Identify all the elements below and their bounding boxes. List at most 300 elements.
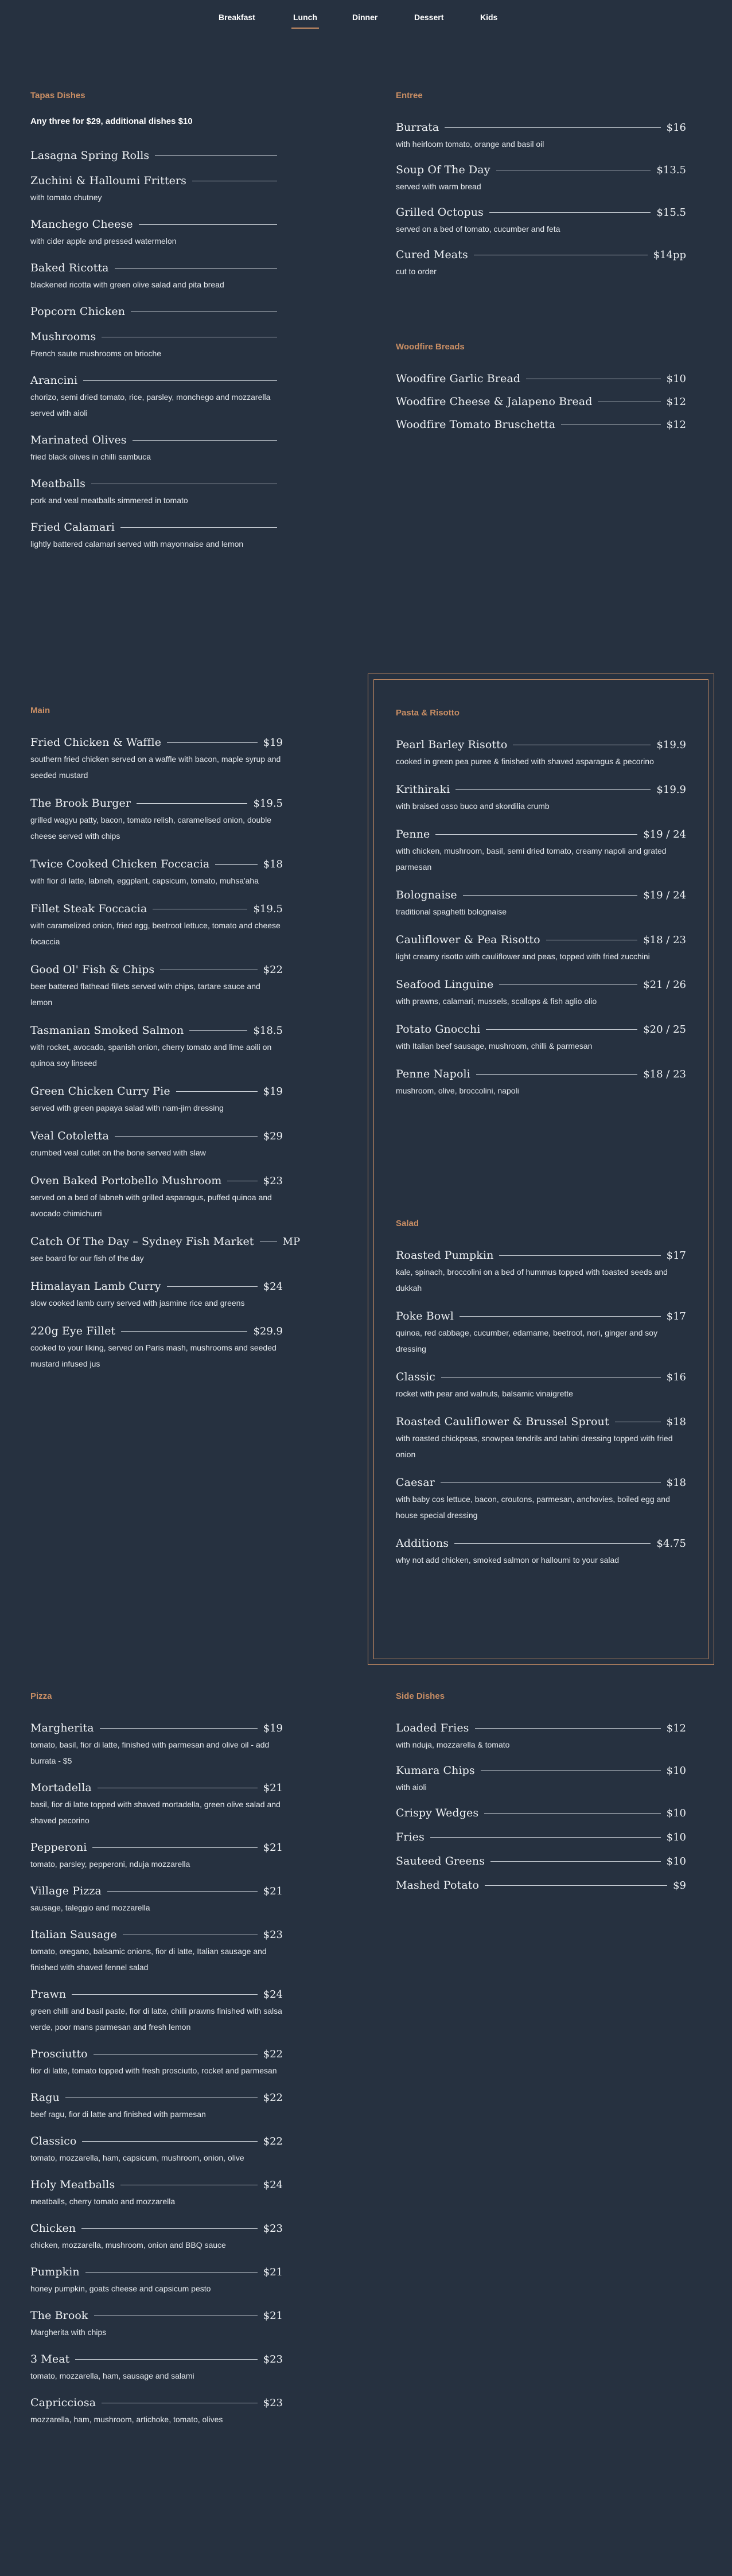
- item-price: $17: [666, 1250, 686, 1262]
- menu-item-row: [30, 902, 283, 915]
- menu-item: [30, 2091, 283, 2122]
- menu-item: [396, 1415, 686, 1462]
- item-name: Seafood Linguine: [396, 978, 494, 991]
- item-description: with roasted chickpeas, snowpea tendrils and tahini dressing topped with fried onion: [396, 1434, 673, 1459]
- menu-item-row: [396, 1807, 686, 1819]
- menu-item: [30, 149, 283, 162]
- item-description: chorizo, semi dried tomato, rice, parsley, monchego and mozzarella served with aioli: [30, 392, 271, 418]
- item-description: with aioli: [396, 1783, 427, 1792]
- item-description: tomato, parsley, pepperoni, nduja mozzarella: [30, 1859, 190, 1869]
- item-name: Sauteed Greens: [396, 1855, 485, 1867]
- menu-item: [396, 418, 686, 431]
- leader-line: [75, 2359, 257, 2360]
- section-title: Salad: [396, 1219, 419, 1228]
- item-description: basil, fior di latte topped with shaved mortadella, green olive salad and shaved pecorino: [30, 1800, 281, 1825]
- menu-item: [396, 1371, 686, 1402]
- item-name: Pumpkin: [30, 2266, 80, 2278]
- menu-item-row: [30, 2222, 283, 2235]
- item-price: $12: [666, 396, 686, 408]
- menu-item-row: [396, 1476, 686, 1489]
- menu-item-row: [30, 305, 283, 318]
- tab-dessert[interactable]: Dessert: [414, 13, 444, 22]
- menu-item: [396, 738, 686, 769]
- leader-line: [476, 1074, 637, 1075]
- item-name: Bolognaise: [396, 889, 457, 901]
- menu-item-row: [396, 121, 686, 134]
- item-name: Kumara Chips: [396, 1764, 475, 1777]
- menu-item: [396, 1807, 686, 1819]
- menu-item: [30, 902, 283, 950]
- item-name: Prawn: [30, 1988, 67, 2001]
- menu-item-row: [396, 1831, 686, 1843]
- item-name: Crispy Wedges: [396, 1807, 479, 1819]
- menu-item: [30, 858, 283, 889]
- leader-line: [72, 1994, 257, 1995]
- menu-item: [30, 218, 283, 249]
- menu-item-row: [396, 1415, 686, 1428]
- item-description: with baby cos lettuce, bacon, croutons, parmesan, anchovies, boiled egg and house special dressing: [396, 1495, 670, 1520]
- item-description: honey pumpkin, goats cheese and capsicum pesto: [30, 2284, 211, 2293]
- item-price: $16: [666, 1371, 686, 1383]
- menu-item-row: [30, 2178, 283, 2191]
- item-price: $22: [263, 2092, 283, 2104]
- menu-item: [396, 395, 686, 408]
- item-price: $10: [666, 1855, 686, 1867]
- leader-line: [481, 1770, 661, 1771]
- item-price: $17: [666, 1310, 686, 1322]
- menu-item: [396, 164, 686, 194]
- menu-item-row: [30, 1085, 283, 1098]
- menu-item: [30, 1174, 283, 1221]
- menu-item: [30, 2135, 283, 2166]
- item-name: Fillet Steak Foccacia: [30, 902, 147, 915]
- item-name: Italian Sausage: [30, 1928, 117, 1941]
- menu-item-row: [30, 1988, 283, 2001]
- item-name: Twice Cooked Chicken Foccacia: [30, 858, 210, 870]
- item-description: tomato, mozzarella, ham, capsicum, mushroom, onion, olive: [30, 2153, 244, 2162]
- tab-kids[interactable]: Kids: [480, 13, 498, 22]
- item-name: Caesar: [396, 1476, 435, 1489]
- item-name: Penne: [396, 828, 430, 840]
- item-description: with caramelized onion, fried egg, beetroot lettuce, tomato and cheese focaccia: [30, 921, 281, 946]
- item-price: $23: [263, 1929, 283, 1941]
- menu-item: [30, 477, 283, 508]
- menu-item-row: [30, 2135, 283, 2147]
- item-price: $19: [263, 1085, 283, 1098]
- item-name: Additions: [396, 1537, 449, 1550]
- menu-item-row: [396, 1722, 686, 1734]
- item-description: with nduja, mozzarella & tomato: [396, 1740, 510, 1749]
- menu-item: [30, 736, 283, 783]
- menu-item-row: [30, 2048, 283, 2060]
- menu-item-row: [30, 1781, 283, 1794]
- item-price: $29.9: [253, 1325, 283, 1337]
- menu-item: [30, 2396, 283, 2427]
- item-description: tomato, oregano, balsamic onions, fior di latte, Italian sausage and finished with shaved fennel salad: [30, 1947, 267, 1972]
- item-description: with Italian beef sausage, mushroom, chilli & parmesan: [396, 1041, 593, 1050]
- menu-item-row: [396, 418, 686, 431]
- item-name: Green Chicken Curry Pie: [30, 1085, 170, 1098]
- item-name: Pepperoni: [30, 1841, 87, 1854]
- menu-item-row: [396, 206, 686, 219]
- menu-item-row: [30, 1841, 283, 1854]
- item-price: $21: [263, 1885, 283, 1897]
- section-main: [30, 706, 301, 1386]
- item-description: see board for our fish of the day: [30, 1254, 144, 1263]
- item-price: $18: [263, 858, 283, 870]
- menu-item-row: [396, 1249, 686, 1262]
- item-name: Fried Chicken & Waffle: [30, 736, 162, 749]
- menu-item: [30, 374, 283, 421]
- menu-item-row: [30, 477, 283, 490]
- leader-line: [485, 1885, 667, 1886]
- menu-item: [30, 1130, 283, 1161]
- item-name: Poke Bowl: [396, 1310, 454, 1322]
- item-description: served on a bed of tomato, cucumber and feta: [396, 224, 560, 234]
- item-description: with fior di latte, labneh, eggplant, capsicum, tomato, muhsa'aha: [30, 876, 259, 885]
- item-name: Baked Ricotta: [30, 262, 109, 274]
- item-description: blackened ricotta with green olive salad and pita bread: [30, 280, 224, 289]
- menu-item: [396, 889, 686, 920]
- item-name: Prosciutto: [30, 2048, 88, 2060]
- leader-line: [489, 212, 651, 213]
- leader-line: [155, 155, 277, 156]
- menu-item-row: [30, 797, 283, 810]
- item-name: Oven Baked Portobello Mushroom: [30, 1174, 222, 1187]
- menu-item: [30, 1988, 283, 2035]
- item-description: beef ragu, fior di latte and finished with parmesan: [30, 2110, 206, 2119]
- leader-line: [435, 834, 637, 835]
- leader-line: [120, 527, 277, 528]
- menu-item-row: [396, 164, 686, 176]
- section-title: Entree: [396, 91, 423, 100]
- menu-item-row: [396, 783, 686, 796]
- item-description: crumbed veal cutlet on the bone served with slaw: [30, 1148, 206, 1157]
- item-name: Woodfire Garlic Bread: [396, 372, 521, 385]
- leader-line: [139, 224, 277, 225]
- menu-item: [30, 2048, 283, 2079]
- item-description: with tomato chutney: [30, 193, 102, 202]
- section-pizza: [30, 1691, 283, 2440]
- menu-item: [30, 1280, 283, 1311]
- leader-line: [82, 2141, 257, 2142]
- menu-item: [396, 121, 686, 152]
- tab-breakfast[interactable]: Breakfast: [219, 13, 255, 22]
- menu-item: [30, 2353, 283, 2384]
- item-price: $24: [263, 2179, 283, 2191]
- item-name: Penne Napoli: [396, 1068, 470, 1080]
- item-description: with prawns, calamari, mussels, scallops & fish aglio olio: [396, 997, 597, 1006]
- item-price: $22: [263, 2048, 283, 2060]
- menu-item-row: [396, 889, 686, 901]
- item-price: MP: [282, 1236, 301, 1248]
- item-description: beer battered flathead fillets served with chips, tartare sauce and lemon: [30, 982, 260, 1007]
- item-name: Lasagna Spring Rolls: [30, 149, 150, 162]
- menu-item-row: [30, 1928, 283, 1941]
- leader-line: [121, 1331, 247, 1332]
- menu-item-row: [30, 174, 283, 187]
- menu-item-row: [396, 372, 686, 385]
- menu-item-row: [396, 828, 686, 840]
- section-entree: [396, 91, 686, 291]
- menu-item-row: [30, 521, 283, 534]
- item-price: $19.5: [253, 797, 283, 810]
- leader-line: [189, 1030, 247, 1031]
- item-description: tomato, basil, fior di latte, finished with parmesan and olive oil - add burrata - $5: [30, 1740, 270, 1765]
- menu-item: [30, 1085, 283, 1116]
- menu-item: [30, 2266, 283, 2297]
- leader-line: [486, 1029, 637, 1030]
- item-description: with chicken, mushroom, basil, semi dried tomato, creamy napoli and grated parmesan: [396, 846, 667, 871]
- item-description: served with warm bread: [396, 182, 481, 191]
- item-name: Tasmanian Smoked Salmon: [30, 1024, 184, 1037]
- menu-item-row: [30, 218, 283, 231]
- item-price: $10: [666, 373, 686, 385]
- menu-item-row: [30, 262, 283, 274]
- item-name: Village Pizza: [30, 1885, 102, 1897]
- item-name: Arancini: [30, 374, 78, 387]
- section-pasta-risotto: [396, 708, 686, 1112]
- item-price: $19 / 24: [643, 828, 686, 840]
- menu-item: [30, 1722, 283, 1769]
- item-description: southern fried chicken served on a waffle with bacon, maple syrup and seeded mustard: [30, 754, 281, 780]
- leader-line: [441, 1377, 661, 1378]
- item-name: 220g Eye Fillet: [30, 1325, 116, 1337]
- leader-line: [454, 1543, 651, 1544]
- item-price: $21: [263, 1842, 283, 1854]
- item-description: cooked to your liking, served on Paris mash, mushrooms and seeded mustard infused jus: [30, 1343, 277, 1368]
- item-price: $9: [673, 1880, 686, 1892]
- section-woodfire-breads: [396, 342, 686, 441]
- menu-item: [396, 1722, 686, 1753]
- tab-dinner[interactable]: Dinner: [352, 13, 378, 22]
- menu-item: [30, 2178, 283, 2209]
- menu-item-row: [396, 933, 686, 946]
- item-name: Himalayan Lamb Curry: [30, 1280, 161, 1293]
- item-name: Woodfire Cheese & Jalapeno Bread: [396, 395, 593, 408]
- item-description: green chilli and basil paste, fior di latte, chilli prawns finished with salsa verde, poor mans parmesan and fresh lemon: [30, 2006, 282, 2032]
- item-price: $16: [666, 122, 686, 134]
- item-description: chicken, mozzarella, mushroom, onion and BBQ sauce: [30, 2240, 226, 2250]
- leader-line: [115, 1136, 258, 1137]
- menu-nav: [0, 0, 732, 40]
- menu-item: [30, 1885, 283, 1916]
- item-description: traditional spaghetti bolognaise: [396, 907, 507, 916]
- menu-item-row: [396, 1023, 686, 1036]
- menu-item-row: [30, 2353, 283, 2365]
- leader-line: [441, 1482, 661, 1483]
- leader-line: [100, 1728, 258, 1729]
- leader-line: [167, 1286, 258, 1287]
- leader-line: [484, 1813, 660, 1814]
- leader-line: [137, 803, 247, 804]
- menu-item: [30, 434, 283, 465]
- leader-line: [475, 1728, 661, 1729]
- section-tapas: [30, 91, 283, 565]
- item-name: Roasted Cauliflower & Brussel Sprout: [396, 1415, 609, 1428]
- menu-item-row: [30, 149, 283, 162]
- item-price: $23: [263, 2353, 283, 2365]
- item-description: with heirloom tomato, orange and basil oil: [396, 139, 544, 149]
- item-description: slow cooked lamb curry served with jasmine rice and greens: [30, 1298, 245, 1308]
- leader-line: [81, 2228, 257, 2229]
- item-name: 3 Meat: [30, 2353, 70, 2365]
- item-name: Catch Of The Day – Sydney Fish Market: [30, 1235, 254, 1248]
- section-title: Pizza: [30, 1691, 52, 1701]
- item-price: $12: [666, 419, 686, 431]
- item-description: mushroom, olive, broccolini, napoli: [396, 1086, 519, 1095]
- item-name: Grilled Octopus: [396, 206, 484, 219]
- section-title: Side Dishes: [396, 1691, 445, 1701]
- menu-item: [396, 1476, 686, 1523]
- menu-item: [30, 330, 283, 361]
- menu-item-row: [30, 1325, 283, 1337]
- menu-item-row: [30, 2091, 283, 2104]
- menu-item: [30, 1841, 283, 1872]
- section-title: Pasta & Risotto: [396, 708, 460, 718]
- item-price: $10: [666, 1831, 686, 1843]
- item-description: French saute mushrooms on brioche: [30, 349, 161, 358]
- menu-item-row: [30, 1174, 283, 1187]
- item-name: Woodfire Tomato Bruschetta: [396, 418, 556, 431]
- menu-item-row: [30, 1024, 283, 1037]
- item-name: Marinated Olives: [30, 434, 127, 446]
- leader-line: [430, 1837, 661, 1838]
- menu-item-row: [396, 738, 686, 751]
- item-name: Fried Calamari: [30, 521, 115, 534]
- menu-item-row: [396, 1310, 686, 1322]
- leader-line: [107, 1891, 258, 1892]
- menu-item: [30, 1325, 283, 1372]
- item-price: $12: [666, 1722, 686, 1734]
- menu-item-row: [30, 434, 283, 446]
- item-description: cut to order: [396, 267, 437, 276]
- item-name: Classico: [30, 2135, 77, 2147]
- menu-item: [396, 1068, 686, 1099]
- item-price: $15.5: [656, 207, 686, 219]
- item-price: $29: [263, 1130, 283, 1142]
- item-name: Cauliflower & Pea Risotto: [396, 933, 540, 946]
- item-price: $14pp: [653, 249, 686, 261]
- menu-item-row: [396, 248, 686, 261]
- menu-item: [30, 963, 283, 1010]
- item-price: $23: [263, 2397, 283, 2409]
- item-name: Roasted Pumpkin: [396, 1249, 494, 1262]
- item-price: $23: [263, 1175, 283, 1187]
- item-name: Meatballs: [30, 477, 85, 490]
- item-price: $22: [263, 964, 283, 976]
- item-price: $18 / 23: [643, 1068, 686, 1080]
- item-name: Fries: [396, 1831, 425, 1843]
- menu-item-row: [396, 978, 686, 991]
- item-price: $18.5: [253, 1025, 283, 1037]
- menu-item: [396, 978, 686, 1009]
- section-title: Main: [30, 706, 50, 715]
- item-description: why not add chicken, smoked salmon or halloumi to your salad: [396, 1555, 620, 1565]
- item-name: Chicken: [30, 2222, 76, 2235]
- item-description: fior di latte, tomato topped with fresh prosciutto, rocket and parmesan: [30, 2066, 277, 2075]
- item-name: Loaded Fries: [396, 1722, 469, 1734]
- item-price: $19: [263, 737, 283, 749]
- item-price: $19.9: [656, 739, 686, 751]
- menu-item: [396, 1879, 686, 1892]
- leader-line: [463, 895, 638, 896]
- item-name: Holy Meatballs: [30, 2178, 115, 2191]
- menu-item: [30, 2222, 283, 2253]
- menu-item-row: [396, 1879, 686, 1892]
- section-title: Tapas Dishes: [30, 91, 85, 100]
- leader-line: [83, 380, 277, 381]
- item-description: lightly battered calamari served with mayonnaise and lemon: [30, 539, 244, 548]
- menu-item: [396, 372, 686, 385]
- item-description: pork and veal meatballs simmered in tomato: [30, 496, 188, 505]
- item-price: $19: [263, 1722, 283, 1734]
- item-name: Margherita: [30, 1722, 94, 1734]
- menu-item-row: [396, 1068, 686, 1080]
- item-description: with braised osso buco and skordilia crumb: [396, 801, 550, 811]
- menu-item: [30, 262, 283, 293]
- section-salad: [396, 1219, 686, 1582]
- menu-item: [30, 521, 283, 552]
- item-price: $24: [263, 1989, 283, 2001]
- leader-line: [92, 1847, 257, 1848]
- item-description: grilled wagyu patty, bacon, tomato relish, caramelised onion, double cheese served with chips: [30, 815, 271, 840]
- item-price: $19.9: [656, 784, 686, 796]
- item-description: served with green papaya salad with nam-jim dressing: [30, 1103, 224, 1112]
- item-name: Ragu: [30, 2091, 60, 2104]
- menu-item-row: [396, 1764, 686, 1777]
- menu-item: [30, 1781, 283, 1828]
- section-side-dishes: [396, 1691, 686, 1903]
- item-price: $21: [263, 2310, 283, 2322]
- menu-item-row: [30, 2309, 283, 2322]
- leader-line: [445, 127, 660, 128]
- item-name: The Brook: [30, 2309, 88, 2322]
- tab-lunch[interactable]: Lunch: [293, 13, 317, 22]
- item-price: $19 / 24: [643, 889, 686, 901]
- item-name: The Brook Burger: [30, 797, 131, 810]
- leader-line: [490, 1861, 661, 1862]
- item-name: Pearl Barley Risotto: [396, 738, 508, 751]
- item-description: Margherita with chips: [30, 2328, 107, 2337]
- menu-item-row: [30, 1885, 283, 1897]
- item-description: rocket with pear and walnuts, balsamic vinaigrette: [396, 1389, 573, 1398]
- item-name: Veal Cotoletta: [30, 1130, 110, 1142]
- item-description: meatballs, cherry tomato and mozzarella: [30, 2197, 176, 2206]
- item-description: served on a bed of labneh with grilled asparagus, puffed quinoa and avocado chimichurri: [30, 1193, 272, 1218]
- menu-item: [396, 828, 686, 875]
- menu-item: [30, 797, 283, 844]
- item-name: Zuchini & Halloumi Fritters: [30, 174, 186, 187]
- item-name: Potato Gnocchi: [396, 1023, 481, 1036]
- leader-line: [455, 789, 651, 790]
- menu-item: [396, 1764, 686, 1795]
- item-price: $10: [666, 1765, 686, 1777]
- menu-item: [396, 248, 686, 279]
- item-description: sausage, taleggio and mozzarella: [30, 1903, 150, 1912]
- leader-line: [215, 864, 257, 865]
- menu-item-row: [30, 2266, 283, 2278]
- item-price: $21: [263, 1782, 283, 1794]
- item-name: Cured Meats: [396, 248, 468, 261]
- item-name: Mortadella: [30, 1781, 92, 1794]
- menu-item: [30, 1024, 283, 1071]
- item-price: $22: [263, 2135, 283, 2147]
- menu-item: [396, 783, 686, 814]
- item-name: Krithiraki: [396, 783, 450, 796]
- leader-line: [167, 742, 258, 743]
- menu-item: [396, 1249, 686, 1296]
